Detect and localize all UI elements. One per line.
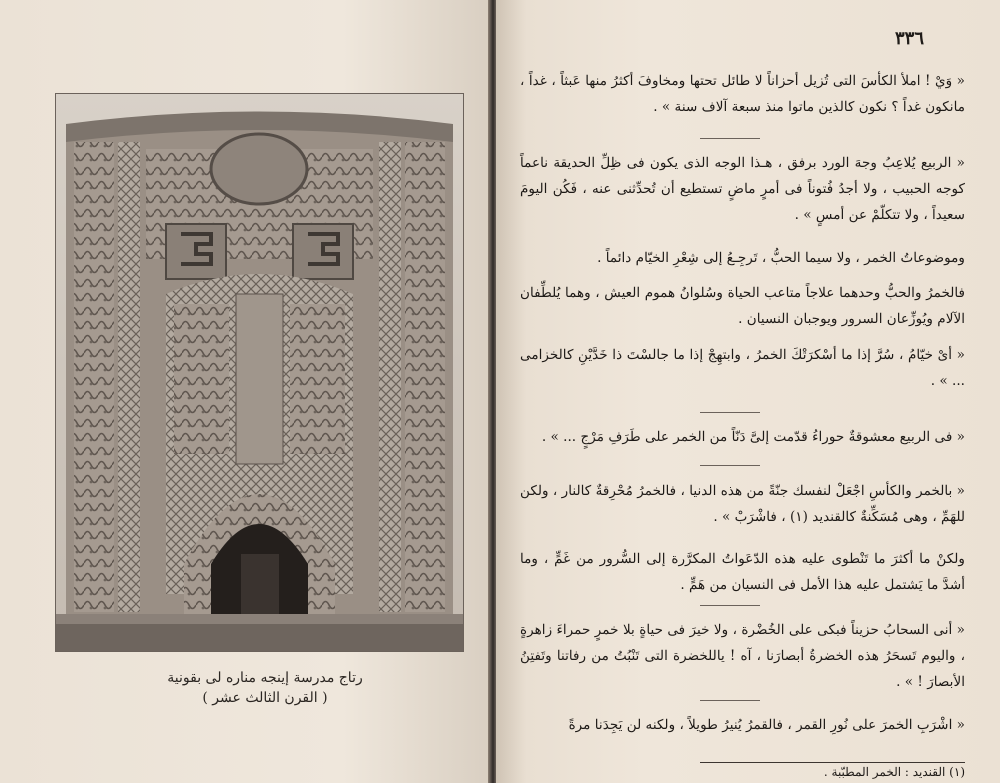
- portal-photo: [55, 93, 464, 652]
- paragraph-7: « بالخمر والكأسِ اجْعَلْ لنفسك جنّةً من هذه الدنيا ، فالخمرُ مُحْرِقةٌ كالنار ، ولكن للهَمِّ ، وهى مُسَكِّنةٌ كالقنديد (١) ، فاشْرَبْ » .: [520, 483, 965, 525]
- paragraph-3: وموضوعاتُ الخمر ، ولا سيما الحبُّ ، تَرجِـعُ إلى شِعْرِ الخيّام دائماً .: [597, 250, 965, 266]
- paragraph-6: « فى الربيع معشوقةٌ حوراءُ قدّمت إلىَّ دَنّاً من الخمر على طَرَفِ مَرْجٍ ... » .: [541, 429, 965, 445]
- paragraph-4: فالخمرُ والحبُّ وحدهما علاجاً متاعب الحياة وسُلوانُ هموم العيش ، وهما يُلطِّفان الآلام ويُوزِّعان السرور ويوجبان النسيان .: [520, 285, 965, 327]
- page-number: ٣٣٦: [895, 28, 925, 49]
- divider-1: [700, 138, 760, 139]
- divider-4: [700, 605, 760, 606]
- portal-photo-icon: [56, 94, 463, 651]
- divider-2: [700, 412, 760, 413]
- paragraph-10: « اشْرَبِ الخمرَ على نُورِ القمر ، فالقمرُ يُنيرُ طويلاً ، ولكنه لن يَجِدَنا مرةً: [568, 717, 965, 733]
- paragraph-5: « أىْ خيّامُ ، سُرَّ إذا ما أسْكرَتْكَ الخمرُ ، وابتهِجْ إذا ما جالسْتَ ذا خَدَّيْنِ كالخزامى ... » .: [520, 347, 965, 389]
- divider-3: [700, 465, 760, 466]
- paragraph-9: « أنى السحابُ حزيناً فبكى على الخُضْرة ، ولا خيرَ فى حياةٍ بلا خمرٍ حمراءَ زاهرةٍ ، واليوم تَسحَرُ هذه الخضرةُ أبصارَنا ، آه ! ياللخضرة التى تَنْبُتُ من رفاتنا وتَفتِنُ الأبصارَ ! » .: [520, 622, 965, 690]
- caption-line2: ( القرن الثالث عشر ): [202, 690, 328, 706]
- divider-5: [700, 700, 760, 701]
- footnote: (١) القنديد : الخمر المطبّبة .: [700, 762, 965, 779]
- paragraph-2: « الربيع يُلاعِبُ وجهَ الورد برفق ، هـذا الوجه الذى يكون فى ظِلِّ الحديقة ناعماً كوجه الحبيب ، ولا أجدُ فُتوناً فى أمرٍ ماضٍ تستطيع أن تُحدِّثنى عنه ، فَكُن اليومَ سعيداً ، ولا تتكلّمْ عن أمسٍ » .: [520, 155, 965, 223]
- paragraph-1: « وَيْ ! املأ الكأسَ التى تُزيل أحزاناً لا طائل تحتها ومخاوفَ أكثرُ منها عَبثاً ، غداً ، مانكون غداً ؟ نكون كالذين ماتوا منذ سبعة آلاف سنة » .: [520, 73, 965, 115]
- paragraph-8: ولكنْ ما أكثرَ ما تَنْطوى عليه هذه الدّعَواتُ المكرَّرة إلى السُّرور من غَمٍّ ، وما أشدَّ ما يَشتمل عليه هذا الأمل فى النسيان من هَمٍّ .: [520, 551, 965, 593]
- caption-line1: رتاج مدرسة إينجه مناره لى بقونية: [167, 670, 363, 686]
- left-page: [0, 0, 490, 783]
